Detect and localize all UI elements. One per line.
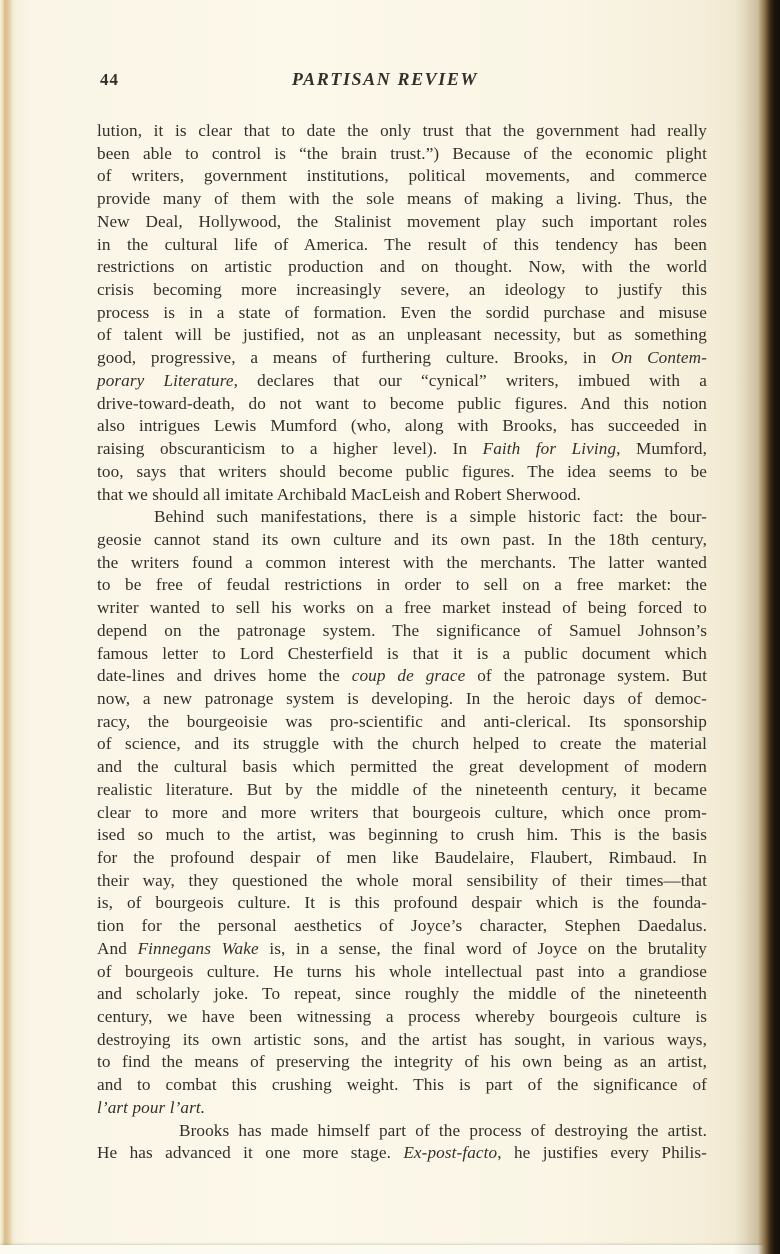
text-block xyxy=(97,120,707,1165)
left-page-edge xyxy=(0,0,16,1254)
text-line: that we should all imitate Archibald MacLeish and Robert Sherwood. xyxy=(97,484,581,504)
right-page-edge xyxy=(734,0,780,1254)
text-line: also intrigues Lewis Mumford (who, along with Brooks, has succeeded in xyxy=(97,416,707,436)
text-line: good, progressive, a means of furthering culture. Brooks, in On Contem- xyxy=(97,348,707,368)
text-line: in the cultural life of America. The result of this tendency has been xyxy=(97,234,707,254)
text-line: century, we have been witnessing a process whereby bourgeois culture is xyxy=(97,1007,707,1027)
bottom-page-edge xyxy=(0,1245,780,1254)
text-line: of talent will be justified, not as an unpleasant necessity, but as something xyxy=(97,325,707,345)
text-line: now, a new patronage system is developing. In the heroic days of democ- xyxy=(97,688,707,708)
text-line: tion for the personal aesthetics of Joyce’s character, Stephen Daedalus. xyxy=(97,916,707,936)
text-line: and scholarly joke. To repeat, since roughly the middle of the nineteenth xyxy=(97,984,707,1004)
text-line: date-lines and drives home the coup de grace of the patronage system. But xyxy=(97,666,707,686)
text-line: of writers, government institutions, political movements, and commerce xyxy=(97,166,707,186)
text-line: lution, it is clear that to date the only trust that the government had really xyxy=(97,121,707,140)
text-line: too, says that writers should become public figures. The idea seems to be xyxy=(97,461,707,481)
text-line: to find the means of preserving the integrity of his own being as an artist, xyxy=(97,1052,707,1072)
text-line: depend on the patronage system. The significance of Samuel Johnson’s xyxy=(97,620,707,640)
text-line: famous letter to Lord Chesterfield is that it is a public document which xyxy=(97,643,707,663)
text-line: New Deal, Hollywood, the Stalinist movement play such important roles xyxy=(97,211,707,231)
text-line: l’art pour l’art. xyxy=(97,1097,206,1117)
text-line: porary Literature, declares that our “cynical” writers, imbued with a xyxy=(97,370,707,390)
text-line: drive-toward-death, do not want to become public figures. And this notion xyxy=(97,393,707,413)
text-line: raising obscuranticism to a higher level). In Faith for Living, Mumford, xyxy=(97,439,707,459)
text-line: process is in a state of formation. Even the sordid purchase and misuse xyxy=(97,302,707,322)
text-line: crisis becoming more increasingly severe, an ideology to justify this xyxy=(97,280,707,300)
text-line: restrictions on artistic production and on thought. Now, with the world xyxy=(97,257,707,277)
text-line: is, of bourgeois culture. It is this profound despair which is the founda- xyxy=(97,893,707,913)
text-line: to be free of feudal restrictions in order to sell on a free market: the xyxy=(97,575,707,595)
text-line: of bourgeois culture. He turns his whole intellectual past into a grandiose xyxy=(97,961,707,981)
text-line: been able to control is “the brain trust.”) Because of the economic plight xyxy=(97,143,707,163)
text-line: writer wanted to sell his works on a free market instead of being forced to xyxy=(97,598,707,618)
text-line: clear to more and more writers that bourgeois culture, which once prom- xyxy=(97,802,707,822)
text-line: And Finnegans Wake is, in a sense, the final word of Joyce on the brutality xyxy=(97,938,707,958)
text-line: their way, they questioned the whole moral sensibility of their times—that xyxy=(97,870,707,890)
text-line: and to combat this crushing weight. This is part of the significance of xyxy=(97,1075,707,1095)
text-line: Brooks has made himself part of the process of destroying the artist. xyxy=(179,1120,707,1140)
text-line: the writers found a common interest with the merchants. The latter wanted xyxy=(97,552,707,572)
text-line: destroying its own artistic sons, and the artist has sought, in various ways, xyxy=(97,1029,707,1049)
text-line: Behind such manifestations, there is a simple historic fact: the bour- xyxy=(154,507,707,527)
text-line: He has advanced it one more stage. Ex-post-facto, he justifies every Philis- xyxy=(97,1143,707,1163)
text-line: provide many of them with the sole means of making a living. Thus, the xyxy=(97,189,707,209)
text-line: and the cultural basis which permitted the great development of modern xyxy=(97,757,707,777)
page-number: 44 xyxy=(100,70,119,89)
text-line: racy, the bourgeoisie was pro-scientific and anti-clerical. Its sponsorship xyxy=(97,711,707,731)
text-line: for the profound despair of men like Baudelaire, Flaubert, Rimbaud. In xyxy=(97,848,707,867)
journal-title: PARTISAN REVIEW xyxy=(291,69,479,89)
text-line: realistic literature. But by the middle of the nineteenth century, it became xyxy=(97,779,707,799)
text-line: of science, and its struggle with the church helped to create the material xyxy=(97,734,707,754)
text-line: ised so much to the artist, was beginning to crush him. This is the basis xyxy=(97,825,707,845)
text-line: geosie cannot stand its own culture and its own past. In the 18th century, xyxy=(97,529,707,549)
